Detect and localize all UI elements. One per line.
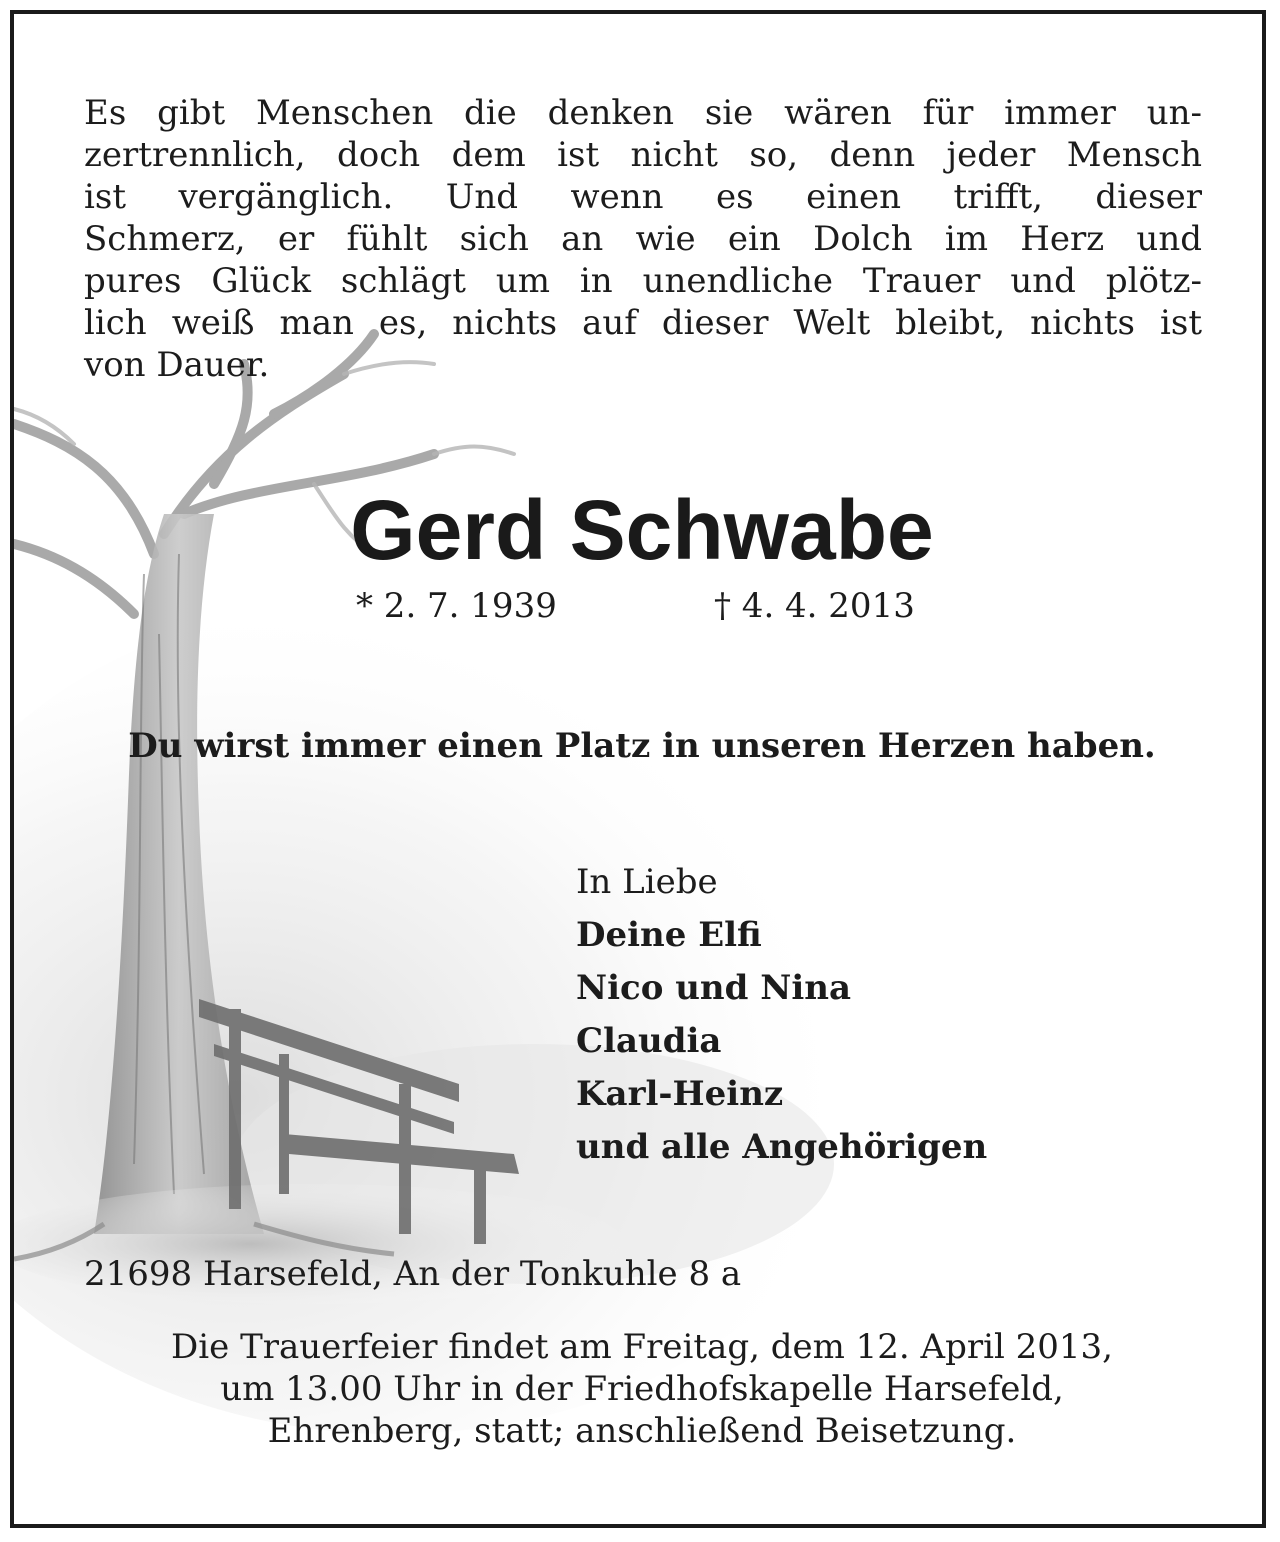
death-date: † 4. 4. 2013 (714, 586, 915, 626)
funeral-service-notice (14, 1326, 1266, 1452)
signer-name: Deine Elfi (576, 915, 762, 955)
signers-intro: In Liebe (576, 862, 718, 902)
memorial-motto: Du wirst immer einen Platz in unseren Herzen haben. (128, 726, 1156, 766)
poem-text (84, 92, 1202, 386)
poem-line: pures Glück schlägt um in unendliche Trauer und plötz- (84, 261, 1202, 301)
signer-name: Claudia (576, 1021, 722, 1061)
poem-line: lich weiß man es, nichts auf dieser Welt bleibt, nichts ist (84, 303, 1202, 343)
service-line: Die Trauerfeier findet am Freitag, dem 12. April 2013, (171, 1327, 1113, 1367)
poem-line: Schmerz, er fühlt sich an wie ein Dolch im Herz und (84, 219, 1202, 259)
signer-name: Nico und Nina (576, 968, 852, 1008)
service-line: Ehrenberg, statt; anschließend Beisetzung. (267, 1411, 1017, 1451)
signer-name: Karl-Heinz (576, 1074, 784, 1114)
signer-name: und alle Angehörigen (576, 1127, 988, 1167)
poem-line: ist vergänglich. Und wenn es einen trifft, dieser (84, 177, 1202, 217)
address: 21698 Harsefeld, An der Tonkuhle 8 a (84, 1254, 742, 1294)
deceased-name: Gerd Schwabe (350, 483, 934, 577)
service-line: um 13.00 Uhr in der Friedhofskapelle Harsefeld, (220, 1369, 1064, 1409)
obituary-frame (10, 10, 1266, 1528)
poem-line: Es gibt Menschen die denken sie wären für immer un- (84, 93, 1202, 133)
poem-line: von Dauer. (84, 345, 270, 385)
signers-block (576, 856, 987, 1174)
poem-line: zertrennlich, doch dem ist nicht so, denn jeder Mensch (84, 135, 1202, 175)
birth-date: * 2. 7. 1939 (356, 586, 557, 626)
